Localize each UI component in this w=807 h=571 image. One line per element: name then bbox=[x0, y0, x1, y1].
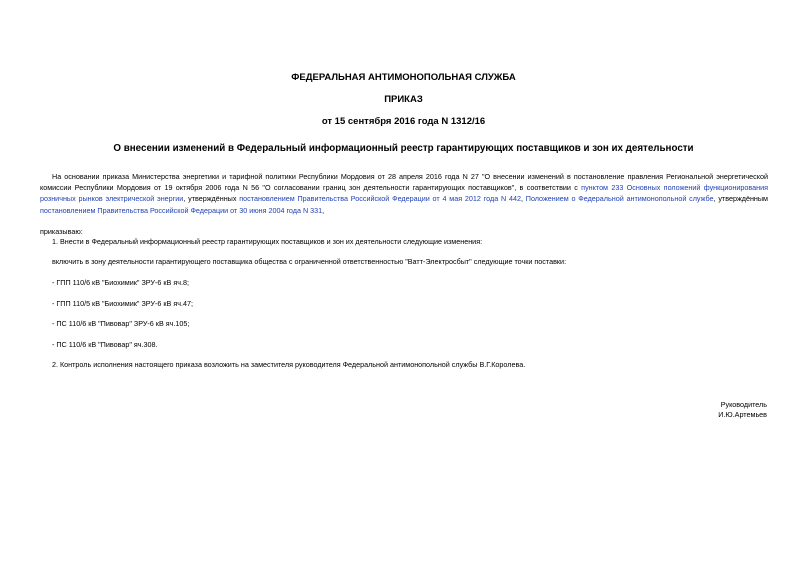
preamble-text-3: , bbox=[520, 194, 526, 204]
signature-role: Руководитель bbox=[720, 400, 767, 409]
document-subject: О внесении изменений в Федеральный информационный реестр гарантирующих поставщиков и зон их деятельности bbox=[113, 143, 694, 154]
delivery-point: - ПС 110/6 кВ "Пивовар" ЗРУ-6 кВ яч.105; bbox=[52, 319, 190, 328]
signature-name: И.Ю.Артемьев bbox=[718, 410, 767, 419]
item-2: 2. Контроль исполнения настоящего приказа возложить на заместителя руководителя Федеральной антимонопольной службы В.Г.Королева. bbox=[52, 360, 526, 369]
preamble-text-1: На основании приказа Министерства энергетики и тарифной политики Республики Мордовия от 28 апреля 2016 года N 27 "О внесении изменений в постановление правления Региональной энергетической комиссии Республики Мордовия от 19 октября 2006 года N 56 "О согласовании границ зон деятельности гарантирующих поставщиков", в соответствии с bbox=[40, 172, 768, 193]
order-word: приказываю: bbox=[40, 227, 83, 236]
link-resolution-331[interactable]: постановлением Правительства Российской Федерации от 30 июня 2004 года N 331 bbox=[40, 205, 323, 215]
link-fas-regulation[interactable]: Положением о Федеральной антимонопольной службе bbox=[525, 194, 714, 204]
item-1: 1. Внести в Федеральный информационный реестр гарантирующих поставщиков и зон их деятельности следующие изменения: bbox=[52, 237, 483, 246]
delivery-point: - ГПП 110/6 кВ "Биохимик" ЗРУ-6 кВ яч.8; bbox=[52, 278, 189, 287]
agency-title: ФЕДЕРАЛЬНАЯ АНТИМОНОПОЛЬНАЯ СЛУЖБА bbox=[291, 72, 516, 83]
link-resolution-442[interactable]: постановлением Правительства Российской Федерации от 4 мая 2012 года N 442 bbox=[239, 194, 521, 204]
document-type: ПРИКАЗ bbox=[384, 94, 423, 105]
preamble-paragraph bbox=[40, 171, 768, 216]
delivery-point: - ГПП 110/5 кВ "Биохимик" ЗРУ-6 кВ яч.47; bbox=[52, 299, 193, 308]
preamble-text-4: , утверждённым bbox=[713, 194, 768, 204]
preamble-text-5: , bbox=[322, 205, 325, 215]
document-date-number: от 15 сентября 2016 года N 1312/16 bbox=[321, 116, 486, 127]
link-item-233[interactable]: пунктом 233 Основных положений функционирования розничных рынков электрической энергии bbox=[40, 183, 768, 204]
preamble-text-2: , утверждённых bbox=[183, 194, 240, 204]
include-text: включить в зону деятельности гарантирующего поставщика общества с ограниченной ответственностью "Ватт-Электросбыт" следующие точки поставки: bbox=[52, 257, 567, 266]
delivery-point: - ПС 110/6 кВ "Пивовар" яч.308. bbox=[52, 340, 158, 349]
